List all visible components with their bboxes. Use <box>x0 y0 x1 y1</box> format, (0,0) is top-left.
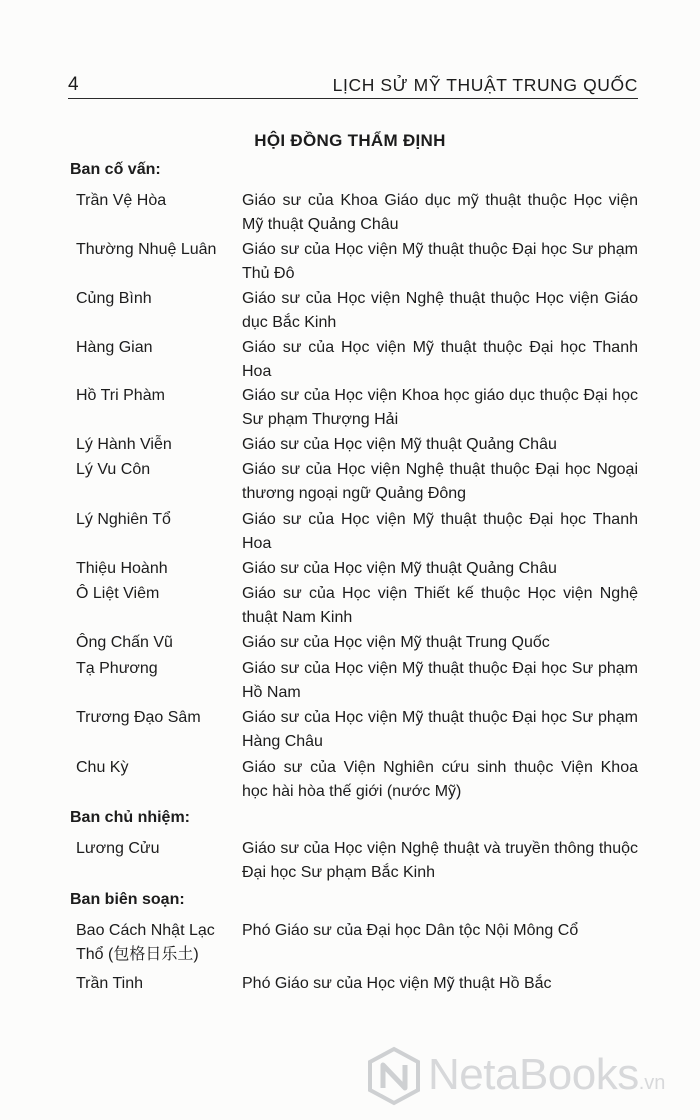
member-name: Chu Kỳ <box>76 759 129 776</box>
section-heading-chair: Ban chủ nhiệm: <box>70 809 191 826</box>
member-desc: Giáo sư của Học viện Mỹ thuật thuộc Đại học Thanh Hoa <box>242 511 638 552</box>
member-name: Ô Liệt Viêm <box>76 585 160 602</box>
page-header <box>68 74 638 96</box>
member-desc: Giáo sư của Học viện Khoa học giáo dục thuộc Đại học Sư phạm Thượng Hải <box>242 387 638 428</box>
member-desc: Giáo sư của Học viện Nghệ thuật và truyền thông thuộc Đại học Sư phạm Bắc Kinh <box>242 840 638 881</box>
watermark <box>366 1044 686 1108</box>
member-name: Hàng Gian <box>76 339 153 356</box>
member-desc: Giáo sư của Khoa Giáo dục mỹ thuật thuộc Học viện Mỹ thuật Quảng Châu <box>242 192 638 233</box>
running-title: LỊCH SỬ MỸ THUẬT TRUNG QUỐC <box>332 75 638 95</box>
member-name: Củng Bình <box>76 290 152 307</box>
member-desc: Phó Giáo sư của Đại học Dân tộc Nội Mông Cổ <box>242 922 579 939</box>
member-desc: Giáo sư của Học viện Mỹ thuật thuộc Đại học Sư phạm Hồ Nam <box>242 660 638 701</box>
member-name: Trần Tinh <box>76 975 143 992</box>
member-name: Thường Nhuệ Luân <box>76 241 217 258</box>
member-name: Lý Vu Côn <box>76 461 151 478</box>
member-name: Tạ Phương <box>76 660 158 677</box>
member-desc: Giáo sư của Viện Nghiên cứu sinh thuộc Viện Khoa học hài hòa thế giới (nước Mỹ) <box>242 759 638 800</box>
header-rule <box>68 98 638 99</box>
member-name: Hồ Tri Phàm <box>76 387 165 404</box>
member-desc: Giáo sư của Học viện Nghệ thuật thuộc Đại học Ngoại thương ngoại ngữ Quảng Đông <box>242 461 638 502</box>
member-desc: Giáo sư của Học viện Thiết kế thuộc Học viện Nghệ thuật Nam Kinh <box>242 585 638 626</box>
member-name: Trần Vệ Hòa <box>76 192 167 209</box>
member-name: Thiệu Hoành <box>76 560 168 577</box>
member-desc: Giáo sư của Học viện Mỹ thuật Trung Quốc <box>242 634 550 651</box>
member-desc: Giáo sư của Học viện Mỹ thuật thuộc Đại học Sư phạm Hàng Châu <box>242 709 638 750</box>
member-name: Bao Cách Nhật Lạc Thổ (包格日乐土) <box>76 922 215 963</box>
watermark-suffix: .vn <box>638 1072 666 1094</box>
member-desc: Giáo sư của Học viện Mỹ thuật Quảng Châu <box>242 560 557 577</box>
watermark-brand: NetaBooks <box>428 1050 639 1099</box>
member-name: Lý Hành Viễn <box>76 436 172 453</box>
member-name: Trương Đạo Sâm <box>76 709 201 726</box>
section-heading-advisors: Ban cố vấn: <box>70 161 161 178</box>
page-title: HỘI ĐỒNG THẨM ĐỊNH <box>254 131 446 150</box>
section-heading-editors: Ban biên soạn: <box>70 891 185 908</box>
page-number: 4 <box>68 74 80 95</box>
member-desc: Giáo sư của Học viện Nghệ thuật thuộc Học viện Giáo dục Bắc Kinh <box>242 290 638 331</box>
member-desc: Giáo sư của Học viện Mỹ thuật Quảng Châu <box>242 436 557 453</box>
member-desc: Giáo sư của Học viện Mỹ thuật thuộc Đại học Sư phạm Thủ Đô <box>242 241 638 282</box>
member-name: Lương Cửu <box>76 840 160 857</box>
netabooks-logo-icon <box>366 1046 422 1106</box>
member-name: Lý Nghiên Tổ <box>76 511 171 528</box>
watermark-text <box>428 1050 665 1100</box>
member-name: Ông Chấn Vũ <box>76 634 173 651</box>
member-desc: Phó Giáo sư của Học viện Mỹ thuật Hồ Bắc <box>242 975 552 992</box>
member-desc: Giáo sư của Học viện Mỹ thuật thuộc Đại học Thanh Hoa <box>242 339 638 380</box>
